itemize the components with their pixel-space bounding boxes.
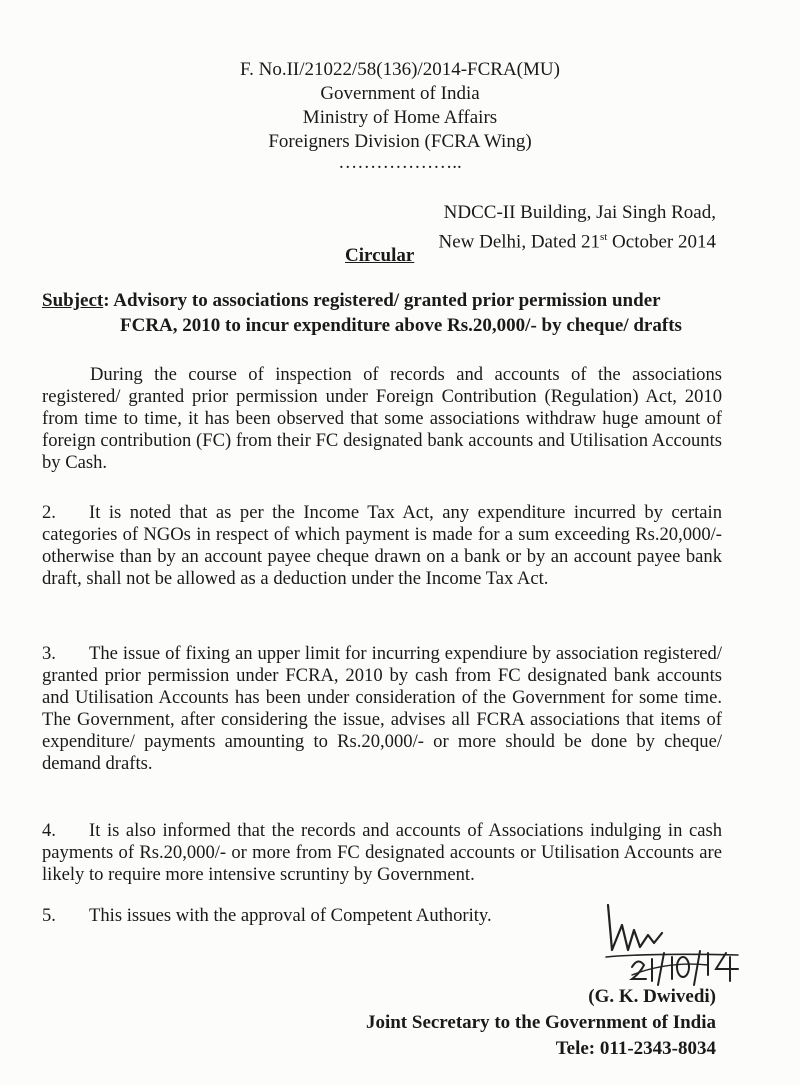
paragraph-2 — [42, 502, 722, 590]
circular-title: Circular — [345, 245, 415, 266]
subject-label: Subject — [42, 290, 104, 311]
paragraph-4-text: It is also informed that the records and accounts of Associations indulging in cash payments of Rs.20,000/- or more from FC designated accounts or Utilisation Accounts are likely to require more intensive scruntiny by Government. — [42, 820, 722, 885]
date-suffix: October 2014 — [607, 231, 716, 253]
subject-line-1: : Advisory to associations registered/ granted prior permission under — [103, 290, 661, 311]
date-ordinal: st — [599, 231, 608, 243]
address-date-line — [438, 225, 716, 254]
ministry-name: Ministry of Home Affairs — [302, 107, 498, 128]
signatory-designation: Joint Secretary to the Government of India — [365, 1012, 716, 1033]
signatory-name: (G. K. Dwivedi) — [588, 986, 716, 1007]
address-line-1: NDCC-II Building, Jai Singh Road, — [443, 202, 716, 223]
paragraph-3 — [42, 643, 722, 775]
file-number: F. No.II/21022/58(136)/2014-FCRA(MU) — [240, 59, 560, 80]
letterhead — [0, 58, 800, 172]
header-separator: ……………….. — [338, 152, 462, 173]
division-name: Foreigners Division (FCRA Wing) — [268, 131, 532, 152]
signatory-telephone: Tele: 011-2343-8034 — [555, 1038, 716, 1059]
handwritten-date — [632, 951, 738, 985]
paragraph-2-text: It is noted that as per the Income Tax Act, any expenditure incurred by certain categories of NGOs in respect of which payment is made for a sum exceeding Rs.20,000/- otherwise than by an account payee cheque drawn on a bank or by an account payee bank draft, shall not be allowed as a deduction under the Income Tax Act. — [42, 502, 722, 589]
paragraph-2-number: 2. — [42, 502, 56, 523]
date-prefix: New Delhi, Dated 21 — [438, 231, 600, 253]
paragraph-3-number: 3. — [42, 643, 56, 664]
paragraph-4-number: 4. — [42, 820, 56, 841]
paragraph-4 — [42, 820, 722, 886]
paragraph-5-text: This issues with the approval of Competent Authority. — [89, 905, 492, 926]
paragraph-3-text: The issue of fixing an upper limit for incurring expendiure by association registered/ granted prior permission under FCRA, 2010 by cash from FC designated bank accounts and Utilisation Accounts has been under consideration of the Government for some time. The Government, after considering the issue, advises all FCRA associations that items of expenditure/ payments amounting to Rs.20,000/- or more should be done by cheque/ demand drafts. — [42, 643, 722, 774]
paragraph-1 — [42, 364, 722, 474]
paragraph-1-text: During the course of inspection of records and accounts of the associations registered/ granted prior permission under Foreign Contribution (Regulation) Act, 2010 from time to time, it has been observed that some associations withdraw huge amount of foreign contribution (FC) from their FC designated bank accounts and Utilisation Accounts by Cash. — [42, 364, 722, 473]
handwritten-signature — [588, 895, 758, 990]
subject-line-2: FCRA, 2010 to incur expenditure above Rs.20,000/- by cheque/ drafts — [120, 315, 682, 336]
paragraph-5-number: 5. — [42, 905, 56, 926]
government-name: Government of India — [320, 83, 480, 104]
subject — [42, 288, 732, 338]
